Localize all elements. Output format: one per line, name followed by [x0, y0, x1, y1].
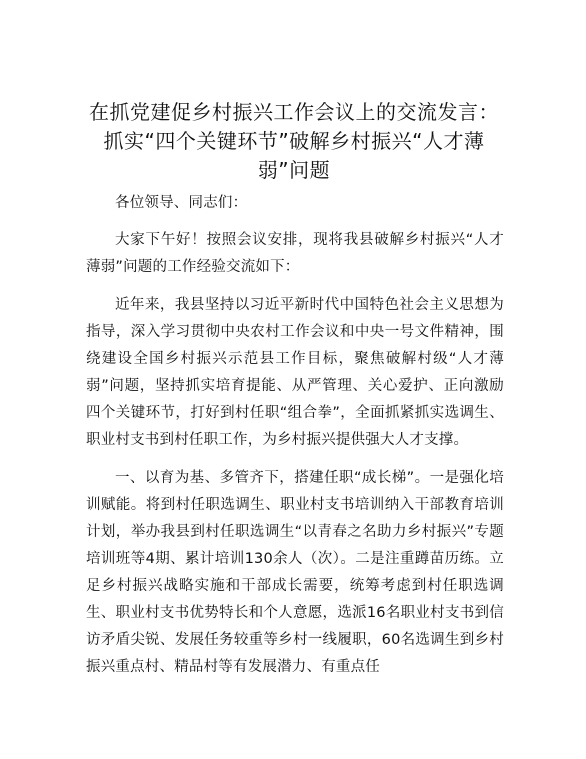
- opening-paragraph: 大家下午好！按照会议安排，现将我县破解乡村振兴“人才薄弱”问题的工作经验交流如下：: [86, 232, 504, 275]
- section-one-paragraph: 一、以育为基、多管齐下，搭建任职“成长梯”。一是强化培训赋能。将到村任职选调生、职业村支书培训纳入干部教育培训计划，举办我县到村任职选调生“以青春之名助力乡村振兴”专题培训班等4期、累计培训130余人（次）。二是注重蹲苗历练。立足乡村振兴战略实施和干部成长需要，统筹考虑到村任职选调生、职业村支书优势特长和个人意愿，选派16名职业村支书到信访矛盾尖锐、发展任务较重等乡村一线履职，60名选调生到乡村振兴重点村、精品村等有发展潜力、有重点任: [86, 470, 504, 675]
- title-line-3: 弱”问题: [257, 158, 331, 182]
- intro-paragraph: 近年来，我县坚持以习近平新时代中国特色社会主义思想为指导，深入学习贯彻中央农村工作会议和中央一号文件精神，围绕建设全国乡村振兴示范县工作目标，聚焦破解村级“人才薄弱”问题，坚持抓实培育提能、从严管理、关心爱护、正向激励四个关键环节，打好到村任职“组合拳”，全面抓紧抓实选调生、职业村支书到村任职工作，为乡村振兴提供强大人才支撑。: [86, 297, 504, 448]
- title-line-2: 抓实“四个关键环节”破解乡村振兴“人才薄: [103, 129, 485, 153]
- salutation-paragraph: 各位领导、同志们：: [115, 195, 248, 211]
- document-body: [86, 190, 504, 692]
- title-line-1: 在抓党建促乡村振兴工作会议上的交流发言：: [89, 100, 499, 124]
- document-title: [80, 98, 508, 185]
